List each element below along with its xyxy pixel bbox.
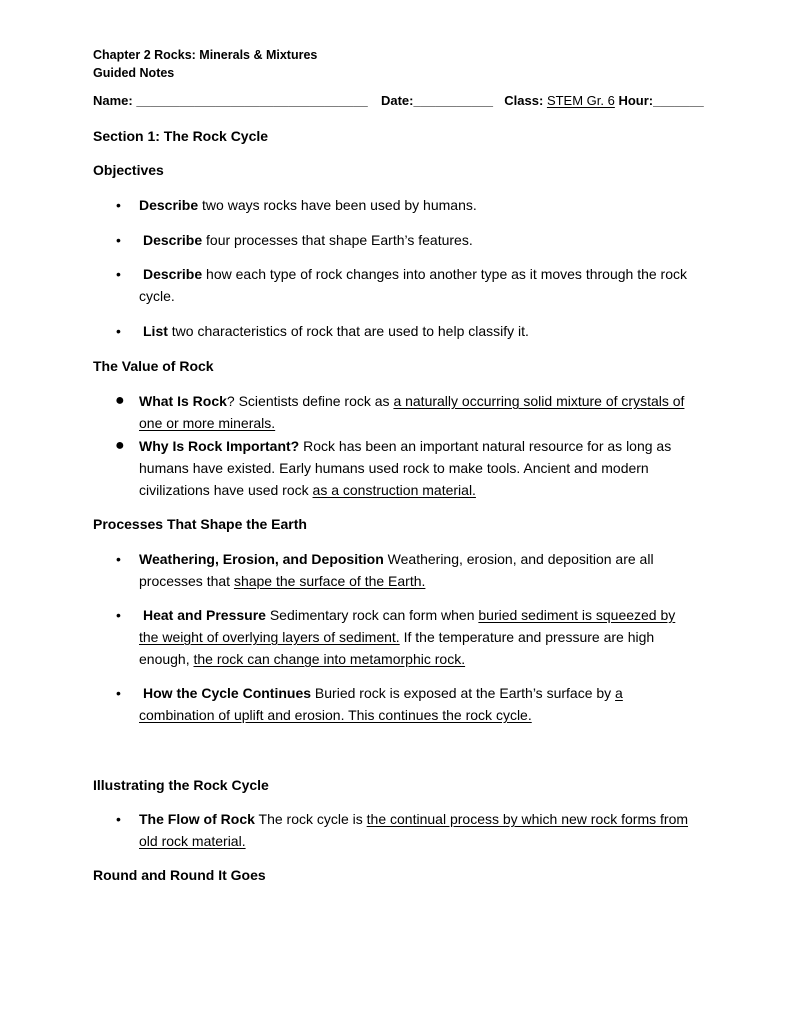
objective-item <box>143 320 703 342</box>
bullet-marker: • <box>116 607 121 623</box>
heat-answer: buried sediment is squeezed by <box>478 607 676 623</box>
name-blank: ________________________________ <box>136 93 368 108</box>
value-item-what <box>139 390 699 434</box>
value-heading: The Value of Rock <box>93 358 214 374</box>
what-answer-continued: one or more minerals. <box>139 415 276 431</box>
class-label: Class: <box>504 93 544 108</box>
document-subtitle: Guided Notes <box>93 66 175 80</box>
objective-key: Describe <box>139 197 199 213</box>
weathering-text: Weathering, erosion, and deposition are all <box>383 551 654 567</box>
objective-item <box>139 194 699 216</box>
why-text: Rock has been an important natural resource for as long as <box>299 438 672 454</box>
document-title: Chapter 2 Rocks: Minerals & Mixtures <box>93 48 318 62</box>
heat-text: If the temperature and pressure are high <box>399 629 655 645</box>
cycle-answer-continued: combination of uplift and erosion. This continues the rock cycle. <box>139 707 532 723</box>
objective-key: Describe <box>143 266 203 282</box>
bullet-marker: ● <box>115 392 125 409</box>
bullet-marker: • <box>116 323 121 339</box>
heat-text: Sedimentary rock can form when <box>265 607 479 623</box>
process-item-cycle <box>139 682 699 726</box>
process-item-heat <box>139 604 699 670</box>
cycle-text: Buried rock is exposed at the Earth’s surface by <box>311 685 616 701</box>
objective-text: four processes that shape Earth’s features. <box>206 232 473 248</box>
weathering-answer: shape the surface of the Earth. <box>233 573 426 589</box>
heat-text: enough, <box>139 651 194 667</box>
process-item-weathering <box>139 548 699 592</box>
objective-item <box>143 229 703 251</box>
why-answer: as a construction material. <box>312 482 476 498</box>
flow-answer: the continual process by which new rock forms from <box>366 811 689 827</box>
date-blank: ___________ <box>413 93 494 108</box>
objective-item-continued <box>139 285 699 307</box>
value-item-why <box>139 435 699 501</box>
section-title: Section 1: The Rock Cycle <box>93 128 269 144</box>
bullet-marker: ● <box>115 437 125 454</box>
date-label: Date: <box>380 93 414 108</box>
illustrating-heading: Illustrating the Rock Cycle <box>93 777 269 793</box>
heat-answer-2: the rock can change into metamorphic rock. <box>193 651 466 667</box>
why-key: Why Is Rock Important? <box>139 438 300 454</box>
bullet-marker: • <box>116 197 121 213</box>
why-text: civilizations have used rock <box>139 482 313 498</box>
cycle-answer: a <box>615 685 623 701</box>
objective-text: two ways rocks have been used by humans. <box>202 197 477 213</box>
heat-answer-continued: the weight of overlying layers of sediment. <box>139 629 400 645</box>
bullet-marker: • <box>116 232 121 248</box>
objective-text: how each type of rock changes into another type as it moves through the rock <box>206 266 687 282</box>
flow-text: The rock cycle is <box>254 811 367 827</box>
flow-answer-continued: old rock material. <box>139 833 246 849</box>
round-heading: Round and Round It Goes <box>93 867 266 883</box>
processes-heading: Processes That Shape the Earth <box>93 516 307 532</box>
objective-item <box>143 263 703 285</box>
class-value: STEM Gr. 6 <box>546 93 615 108</box>
cycle-key: How the Cycle Continues <box>143 685 312 701</box>
bullet-marker: • <box>116 551 121 567</box>
what-key: What Is Rock <box>139 393 227 409</box>
flow-key: The Flow of Rock <box>139 811 255 827</box>
bullet-marker: • <box>116 811 121 827</box>
weathering-key: Weathering, Erosion, and Deposition <box>139 551 384 567</box>
weathering-text: processes that <box>139 573 234 589</box>
objective-key: Describe <box>143 232 203 248</box>
objective-text: cycle. <box>139 288 175 304</box>
objectives-heading: Objectives <box>93 162 164 178</box>
student-info-line <box>93 90 704 112</box>
what-text: ? Scientists define rock as <box>226 393 394 409</box>
name-label: Name: <box>93 93 133 108</box>
what-answer: a naturally occurring solid mixture of crystals of <box>393 393 685 409</box>
illustrating-item-flow <box>139 808 699 852</box>
bullet-marker: • <box>116 685 121 701</box>
hour-blank: _______ <box>653 93 704 108</box>
objective-text: two characteristics of rock that are used to help classify it. <box>171 323 529 339</box>
objective-key: List <box>143 323 168 339</box>
bullet-marker: • <box>116 266 121 282</box>
heat-key: Heat and Pressure <box>143 607 266 623</box>
why-text: humans have existed. Early humans used rock to make tools. Ancient and modern <box>139 460 649 476</box>
hour-label: Hour: <box>618 93 654 108</box>
